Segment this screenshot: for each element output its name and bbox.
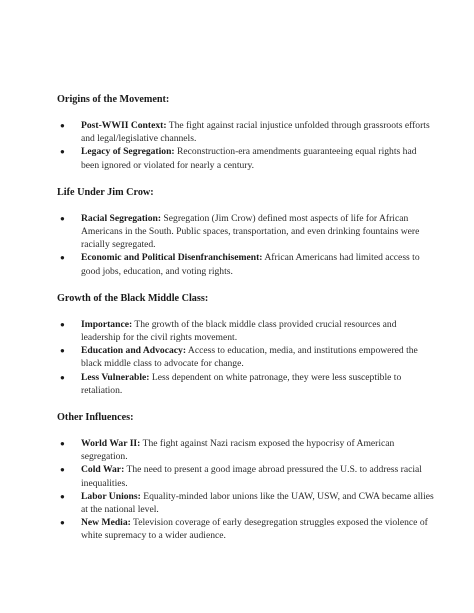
item-term: New Media: xyxy=(81,517,131,529)
bullet-icon: ● xyxy=(60,213,65,223)
list-item xyxy=(57,344,434,370)
list-item xyxy=(57,516,434,542)
list-item xyxy=(57,371,434,397)
item-term: Education and Advocacy: xyxy=(81,345,187,357)
item-term: Economic and Political Disenfranchisement: xyxy=(81,252,263,264)
bullet-icon: ● xyxy=(60,253,65,263)
item-term: Less Vulnerable: xyxy=(81,371,150,383)
item-term: Importance: xyxy=(81,318,133,330)
item-text: Less dependent on white patronage, they were less susceptible to retaliation. xyxy=(81,371,402,396)
item-text: The need to present a good image abroad pressured the U.S. to address racial inequalities. xyxy=(81,464,422,489)
list-item xyxy=(57,251,434,277)
item-text: Equality-minded labor unions like the UAW, USW, and CWA became allies at the national level. xyxy=(81,490,434,516)
bullet-icon: ● xyxy=(60,518,65,528)
list-item xyxy=(57,119,434,145)
bullet-icon: ● xyxy=(60,372,65,382)
list-item xyxy=(57,437,434,463)
bullet-icon: ● xyxy=(60,465,65,475)
item-text: The fight against Nazi racism exposed the hypocrisy of American segregation. xyxy=(81,438,395,463)
bullet-icon: ● xyxy=(60,147,65,157)
item-text: The growth of the black middle class provided crucial resources and leadership for the civil rights movement. xyxy=(81,318,397,344)
section-jim-crow xyxy=(57,186,434,278)
bullet-list xyxy=(57,318,434,397)
item-term: World War II: xyxy=(81,438,141,450)
bullet-icon: ● xyxy=(60,319,65,329)
section-heading: Life Under Jim Crow: xyxy=(57,186,154,198)
section-heading: Other Influences: xyxy=(57,412,134,424)
item-term: Legacy of Segregation: xyxy=(81,146,175,158)
bullet-icon: ● xyxy=(60,346,65,356)
section-black-middle-class xyxy=(57,292,434,397)
bullet-icon: ● xyxy=(60,491,65,501)
bullet-list xyxy=(57,437,434,543)
item-text: Television coverage of early desegregation struggles exposed the violence of white supremacy to a wider audience. xyxy=(81,517,428,542)
item-text: African Americans had limited access to good jobs, education, and voting rights. xyxy=(81,252,420,277)
section-heading: Growth of the Black Middle Class: xyxy=(57,292,209,304)
item-term: Cold War: xyxy=(81,464,125,476)
item-text: Segregation (Jim Crow) defined most aspects of life for African Americans in the South. Public spaces, transportation, and even drinking fountains were racially segregated. xyxy=(81,212,420,251)
list-item xyxy=(57,490,434,516)
section-heading: Origins of the Movement: xyxy=(57,94,170,105)
bullet-list xyxy=(57,212,434,278)
item-text: The fight against racial injustice unfolded through grassroots efforts and legal/legislative channels. xyxy=(81,120,430,145)
list-item xyxy=(57,212,434,252)
bullet-icon: ● xyxy=(60,121,65,130)
section-other-influences xyxy=(57,411,434,543)
item-term: Racial Segregation: xyxy=(81,212,162,224)
bullet-icon: ● xyxy=(60,439,65,449)
item-term: Labor Unions: xyxy=(81,490,141,502)
item-text: Access to education, media, and institutions empowered the black middle class to advocate for change. xyxy=(81,345,418,370)
bullet-list xyxy=(57,119,434,172)
list-item xyxy=(57,318,434,344)
section-origins xyxy=(57,93,434,172)
list-item xyxy=(57,145,434,171)
item-term: Post-WWII Context: xyxy=(81,120,167,131)
list-item xyxy=(57,463,434,489)
item-text: Reconstruction-era amendments guaranteeing equal rights had been ignored or violated for nearly a century. xyxy=(81,146,417,171)
